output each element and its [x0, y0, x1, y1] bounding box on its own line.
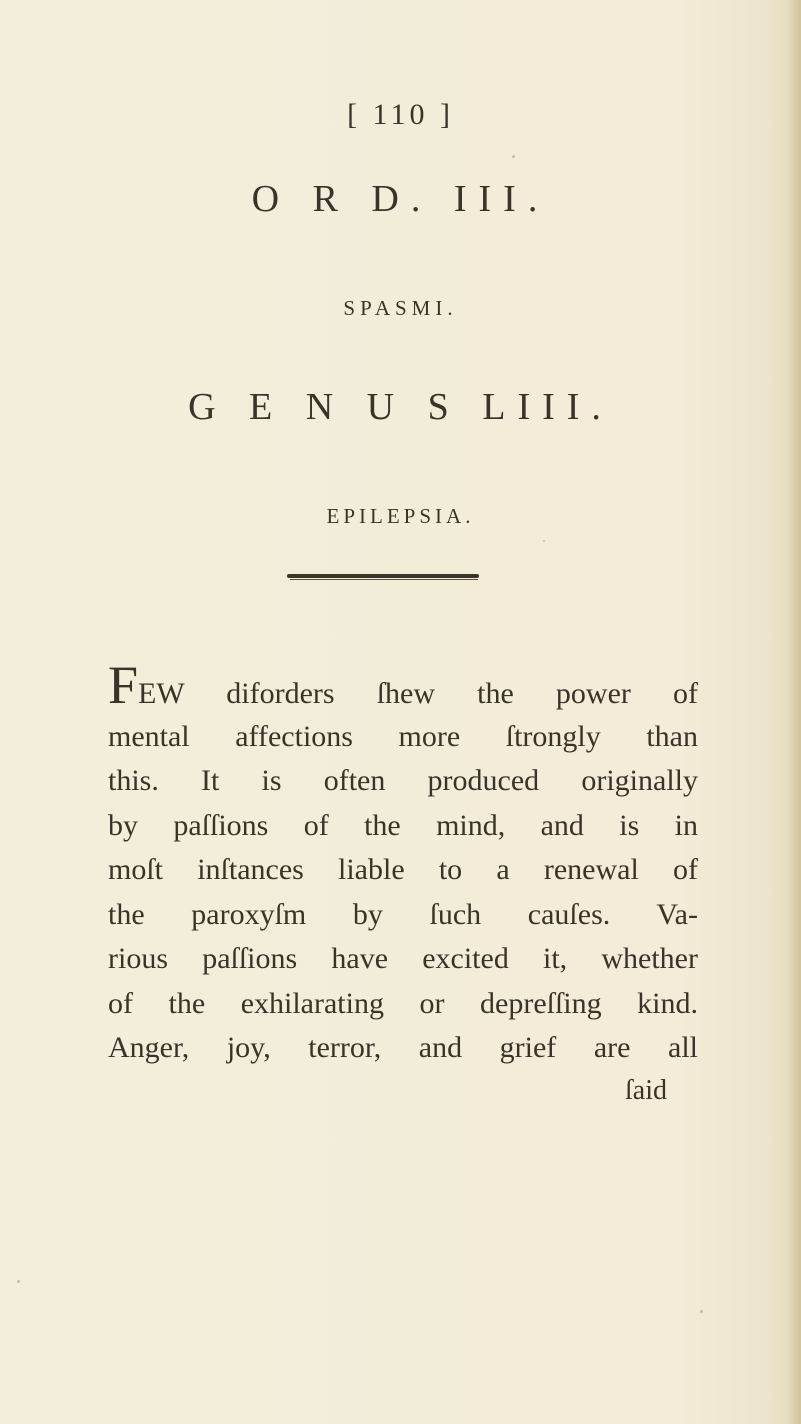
body-line: mental affections more ſtrongly than — [108, 719, 698, 753]
paper-speck — [512, 155, 515, 158]
genus-name: EPILEPSIA. — [326, 504, 475, 528]
paper-speck — [543, 540, 545, 542]
body-line: of the exhilarating or depreſſing kind. — [108, 986, 698, 1020]
body-line: this. It is often produced originally — [108, 764, 698, 797]
section-rule — [287, 574, 479, 578]
drop-cap: F — [108, 655, 139, 715]
paper-speck — [700, 1310, 703, 1313]
section-rule-underline — [290, 579, 478, 580]
body-line — [108, 655, 698, 715]
body-line: rious paſſions have excited it, whether — [108, 942, 698, 975]
body-line: moſt inſtances liable to a renewal of — [108, 853, 698, 886]
body-line-text: EW diforders ſhew the power of — [138, 677, 698, 710]
paper-speck — [17, 1280, 20, 1283]
page-number: [ 110 ] — [347, 98, 454, 131]
order-name: SPASMI. — [343, 296, 458, 320]
body-line: Anger, joy, terror, and grief are all — [108, 1031, 698, 1064]
genus-heading: G E N U S LIII. — [188, 386, 613, 428]
body-line: by paſſions of the mind, and is in — [108, 808, 698, 842]
order-heading: O R D. III. — [251, 178, 550, 220]
body-paragraph — [108, 655, 698, 1071]
body-line: the paroxyſm by ſuch cauſes. Va- — [108, 897, 698, 931]
catchword: ſaid — [625, 1075, 667, 1106]
